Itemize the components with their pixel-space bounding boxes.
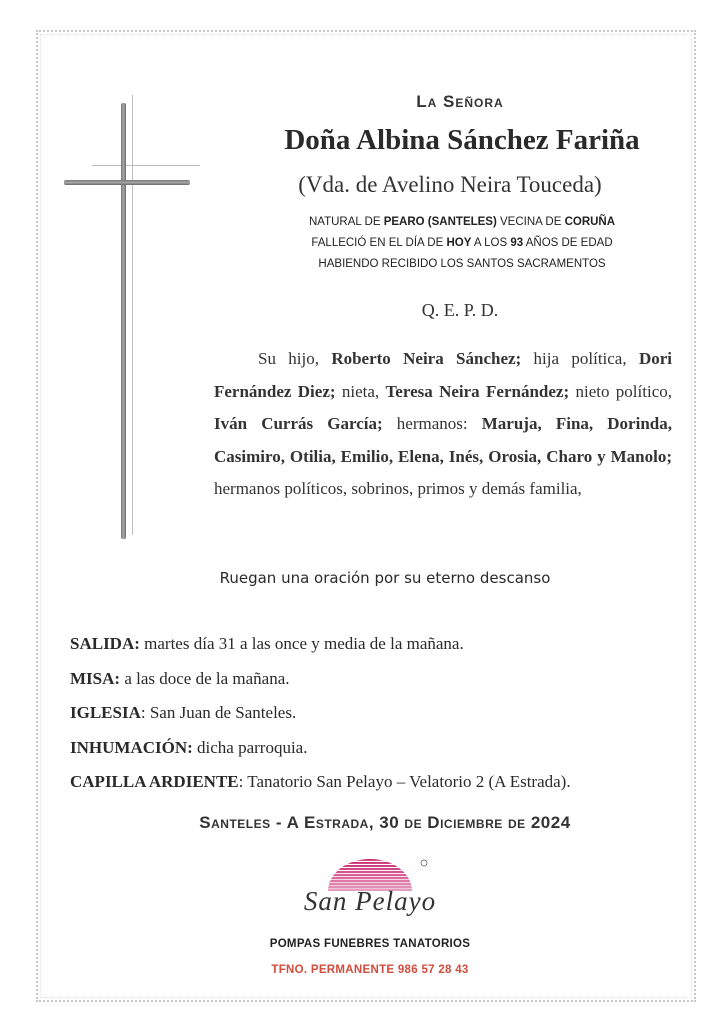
logo-stripe <box>320 877 420 879</box>
info-bold: PEARO (SANTELES) <box>383 216 497 228</box>
info-line-2 <box>220 237 704 249</box>
family-name: Maruja, Fina, Dorinda, Casimiro, Otilia, Emilio, Elena, Inés, Orosia, Charo y Manolo; <box>214 414 672 466</box>
service-details <box>70 633 690 806</box>
info-text: VECINA DE <box>496 216 565 228</box>
detail-text: a las doce de la mañana. <box>120 668 290 688</box>
detail-label: INHUMACIÓN: <box>70 737 193 757</box>
detail-misa <box>70 668 690 703</box>
detail-text: : Tanatorio San Pelayo – Velatorio 2 (A Estrada). <box>238 772 571 791</box>
info-text: FALLECIÓ EN EL DÍA DE <box>311 237 447 249</box>
family-name: Roberto Neira Sánchez; <box>331 349 522 368</box>
logo-stripe <box>320 862 420 864</box>
detail-inhumacion <box>70 737 690 772</box>
detail-iglesia <box>70 702 690 737</box>
info-bold: CORUÑA <box>564 216 616 228</box>
detail-capilla <box>70 771 690 806</box>
family-name: Dori Fernández Diez; <box>214 349 672 401</box>
info-text: A LOS <box>471 237 511 249</box>
deceased-name: Doña Albina Sánchez Fariña <box>284 124 640 156</box>
logo-stripe <box>320 865 420 867</box>
logo-wordmark: San Pelayo <box>303 886 437 916</box>
family-text: Su hijo, <box>258 349 332 368</box>
family-paragraph <box>214 343 672 506</box>
family-name: Iván Currás García; <box>214 414 383 433</box>
widow-of: (Vda. de Avelino Neira Touceda) <box>298 172 602 197</box>
company-tagline: POMPAS FUNEBRES TANATORIOS <box>269 938 471 950</box>
detail-label: SALIDA: <box>70 634 140 653</box>
family-text: hermanos: <box>382 414 482 433</box>
cross-horizontal-bar <box>64 180 190 185</box>
family-text: hija política, <box>521 349 639 368</box>
cross-vertical-bar <box>121 103 126 539</box>
logo-stripe <box>320 871 420 873</box>
info-text: AÑOS DE EDAD <box>523 237 613 249</box>
qepd: Q. E. P. D. <box>421 300 499 320</box>
detail-label: CAPILLA ARDIENTE <box>70 772 239 791</box>
detail-salida <box>70 633 690 668</box>
info-text: NATURAL DE <box>308 216 384 228</box>
logo-stripe <box>320 859 420 861</box>
cross-shadow-horizontal <box>92 165 200 166</box>
logo-stripe <box>320 868 420 870</box>
family-name: Teresa Neira Fernández; <box>385 381 570 401</box>
prayer-request: Ruegan una oración por su eterno descanso <box>219 569 551 587</box>
info-bold: HOY <box>446 237 472 249</box>
phone-number: TFNO. PERMANENTE 986 57 28 43 <box>271 964 469 976</box>
detail-label: IGLESIA <box>70 703 141 722</box>
detail-text: dicha parroquia. <box>192 737 308 757</box>
title-la-senora: La Señora <box>416 92 504 111</box>
detail-label: MISA: <box>70 668 121 688</box>
cross-shadow-vertical <box>132 95 133 535</box>
family-text: nieta, <box>335 381 386 401</box>
info-line-3: HABIENDO RECIBIDO LOS SANTOS SACRAMENTOS <box>318 258 606 270</box>
info-line-1 <box>220 216 704 228</box>
family-text: nieto político, <box>569 381 672 401</box>
place-date: Santeles - A Estrada, 30 de Diciembre de 2024 <box>199 813 571 832</box>
detail-text: : San Juan de Santeles. <box>140 703 297 722</box>
logo-stripe <box>320 880 420 882</box>
family-text: hermanos políticos, sobrinos, primos y demás familia, <box>214 479 582 498</box>
detail-text: martes día 31 a las once y media de la mañana. <box>139 634 464 653</box>
logo-stripe <box>320 874 420 876</box>
info-bold: 93 <box>510 237 524 249</box>
